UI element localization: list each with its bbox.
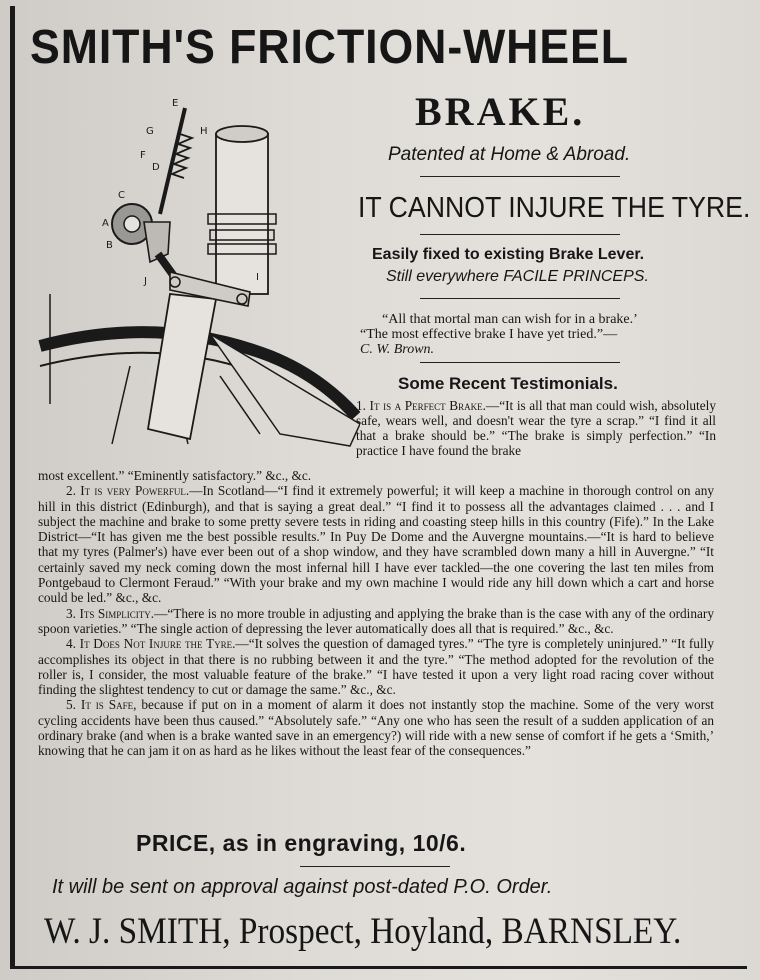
testimonial-text: because if put on in a moment of alarm it does not instantly stop the machine. Some of the very worst cycling accidents have been thus caused.” “Absolutely safe.” “Any one who has seen the result of a sudden application of an ordinary brake (and when is a brake wanted save in an emergency?) will ride with a new sense of comfort if he gets a ‘Smith,’ knowing that he can jam it on as hard as he likes without the least fear of the consequences.” (38, 697, 714, 759)
testimonial-3 (38, 606, 714, 637)
quote-author: C. W. Brown. (360, 342, 435, 357)
testimonial-heading: 1. It is a Perfect Brake. (356, 398, 486, 413)
advert-subtitle: BRAKE. (415, 89, 586, 134)
engraving-label: A (102, 218, 109, 229)
testimonial-heading: 2. It is very Powerful. (66, 483, 190, 499)
quote-line: “The most effective brake I have yet tried.”— (360, 327, 618, 342)
testimonial-1 (356, 398, 716, 458)
patented-line: Patented at Home & Abroad. (388, 144, 631, 165)
divider (300, 866, 450, 867)
quote-line: “All that mortal man can wish for in a brake.’ (382, 312, 638, 327)
advert-title: SMITH'S FRICTION-WHEEL (30, 21, 629, 74)
engraving-label: H (200, 126, 208, 137)
price-line: PRICE, as in engraving, 10/6. (136, 830, 467, 856)
testimonial-2 (38, 483, 714, 605)
engraving-label: G (146, 126, 154, 137)
address-line: W. J. SMITH, Prospect, Hoyland, BARNSLEY. (44, 911, 682, 952)
testimonial-5 (38, 697, 714, 758)
engraving-label: J (144, 276, 147, 287)
testimonial-1-continued: most excellent.” “Eminently satisfactory.” &c., &c. (38, 468, 312, 483)
testimonials-body (38, 468, 714, 759)
divider (420, 362, 620, 363)
testimonial-heading: 4. It Does Not Injure the Tyre. (66, 636, 236, 652)
divider (420, 298, 620, 299)
divider (420, 176, 620, 177)
testimonial-text: —“There is no more trouble in adjusting and applying the brake than is the case with any of the ordinary spoon varieties.” “The single action of depressing the lever automatically does all that is required.” &c., &c. (38, 605, 714, 636)
testimonial-text: —In Scotland—“I find it extremely powerful; it will keep a machine in thorough control on any hill in this district (Edinburgh), and that is saying a great deal.” “I find it to possess all the advantages claimed . . . and I subject the machine and brake to some pretty severe tests in riding and coasting steep hills in this country (Fife).” In the Lake District—“It has given me the best possible results.” In Puy De Dome and the Auvergne mountains.—“It is hard to believe that my tyres (Palmer's) have ever been out of a shop window, and they have scrambled down many a hill in Auvergne.” “It certainly saved my neck coming down the most infernal hill I have ever tackled—the one covering the last ten miles from Pontgebaud to Clermont Feraud.” “With your brake and my own machine I would ride any hill down which a cart and horse could be led.” &c., &c. (38, 483, 714, 606)
testimonial-4 (38, 636, 714, 697)
testimonial-text: —“It solves the question of damaged tyres.” “The tyre is completely uninjured.” “It fully accomplishes its object in that there is no rubbing between it and the tyre.” “The method adopted for the revolution of the roller is, I consider, the most valuable feature of the brake.” “I have tested it upon a very light road racing cover without finding the slightest tendency to cut or damage the same.” &c., &c. (38, 636, 714, 698)
testimonial-text: —“It is all that man could wish, absolutely safe, wears well, and doesn't wear the tyre a scrap.” “I find it all that a brake should be.” “The brake is simply perfection.” “In practice I have found the brake (356, 398, 716, 458)
engraving-label: E (172, 98, 179, 109)
engraving-label: C (118, 190, 125, 201)
engraving-label: I (256, 272, 259, 283)
testimonials-heading: Some Recent Testimonials. (398, 374, 618, 393)
approval-line: It will be sent on approval against post-dated P.O. Order. (52, 876, 553, 898)
testimonial-heading: 5. It is Safe, (66, 697, 137, 713)
testimonial-heading: 3. Its Simplicity. (66, 605, 155, 621)
easily-fixed-line: Easily fixed to existing Brake Lever. (372, 246, 645, 263)
endorsement-quote (360, 312, 718, 357)
facile-princeps-line: Still everywhere FACILE PRINCEPS. (386, 268, 649, 285)
slogan: IT CANNOT INJURE THE TYRE. (358, 192, 751, 224)
divider (420, 234, 620, 235)
engraving-label: D (152, 162, 160, 173)
engraving-label: F (140, 150, 146, 161)
engraving-label: B (106, 240, 113, 251)
brake-engraving (20, 94, 360, 454)
